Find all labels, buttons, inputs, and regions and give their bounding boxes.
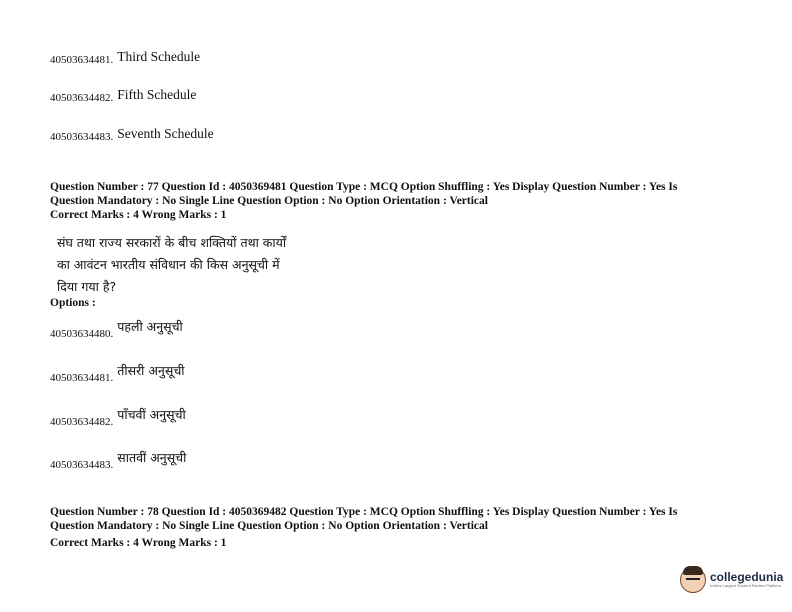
option-text: पहली अनुसूची	[117, 319, 183, 334]
option-id: 40503634483.	[50, 459, 114, 471]
options-label: Options :	[50, 297, 96, 309]
option-row	[50, 449, 186, 471]
option-text: सातवीं अनुसूची	[117, 450, 187, 465]
option-text: Seventh Schedule	[117, 126, 214, 141]
prev-option-row	[50, 48, 200, 66]
collegedunia-watermark	[680, 566, 784, 594]
option-text: पाँचवीं अनुसूची	[117, 407, 186, 422]
question-marks: Correct Marks : 4 Wrong Marks : 1	[50, 209, 227, 221]
question-text	[57, 232, 347, 298]
question-77-meta	[50, 180, 677, 222]
option-row	[50, 406, 186, 428]
option-text: Fifth Schedule	[117, 87, 197, 102]
question-meta-line: Question Mandatory : No Single Line Question Option : No Option Orientation : Vertical	[50, 195, 488, 207]
question-meta-line: Question Number : 77 Question Id : 4050369481 Question Type : MCQ Option Shuffling : Yes Display Question Number : Yes Is	[50, 181, 678, 193]
question-78-meta	[50, 505, 677, 550]
mascot-icon	[680, 567, 706, 593]
question-text-line: संघ तथा राज्य सरकारों के बीच शक्तियों तथा कार्यों	[57, 235, 287, 250]
option-id: 40503634481.	[50, 372, 114, 384]
option-id: 40503634482.	[50, 92, 114, 104]
watermark-tagline: India's Largest Student Review Platform	[710, 583, 782, 588]
prev-option-row	[50, 125, 214, 143]
question-text-line: दिया गया है?	[57, 279, 117, 294]
prev-option-row	[50, 86, 196, 104]
question-meta-line: Question Mandatory : No Single Line Question Option : No Option Orientation : Vertical	[50, 520, 488, 532]
option-row	[50, 362, 185, 384]
option-row	[50, 318, 183, 340]
watermark-brand: collegedunia	[710, 570, 784, 584]
option-id: 40503634482.	[50, 416, 114, 428]
option-id: 40503634483.	[50, 131, 114, 143]
question-meta-line: Question Number : 78 Question Id : 4050369482 Question Type : MCQ Option Shuffling : Yes Display Question Number : Yes Is	[50, 506, 678, 518]
option-id: 40503634480.	[50, 328, 114, 340]
option-text: Third Schedule	[117, 49, 201, 64]
option-id: 40503634481.	[50, 54, 114, 66]
question-text-line: का आवंटन भारतीय संविधान की किस अनुसूची में	[57, 257, 280, 272]
option-text: तीसरी अनुसूची	[117, 363, 185, 378]
question-marks: Correct Marks : 4 Wrong Marks : 1	[50, 537, 227, 549]
